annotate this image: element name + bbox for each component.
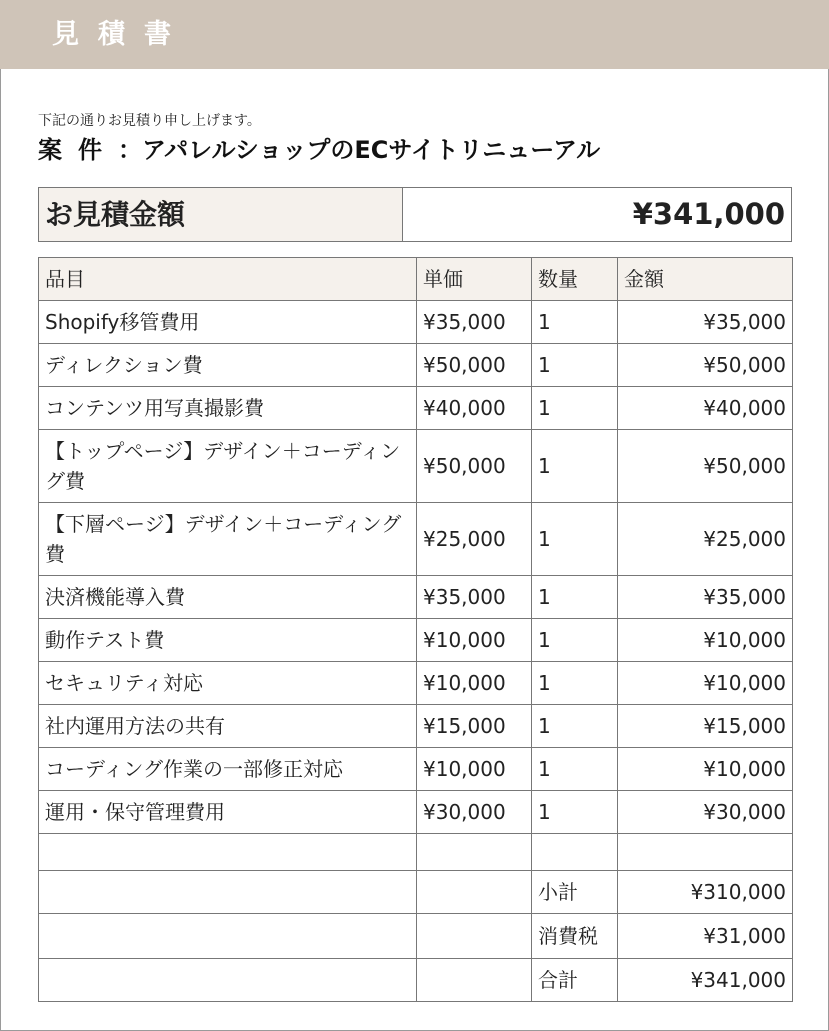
- table-row: [39, 430, 793, 503]
- project-line: [38, 134, 600, 166]
- unit-price-cell: ¥25,000: [417, 503, 532, 576]
- amount-cell: ¥15,000: [618, 705, 793, 748]
- unit-price-cell: ¥30,000: [417, 791, 532, 834]
- unit-price-cell: ¥40,000: [417, 387, 532, 430]
- item-cell: 動作テスト費: [39, 619, 417, 662]
- unit-price-cell: ¥10,000: [417, 619, 532, 662]
- amount-cell: ¥35,000: [618, 576, 793, 619]
- grand-total-value: ¥341,000: [618, 959, 793, 1002]
- empty-cell: [39, 914, 417, 959]
- tax-value: ¥31,000: [618, 914, 793, 959]
- unit-price-cell: ¥10,000: [417, 748, 532, 791]
- item-cell: コンテンツ用写真撮影費: [39, 387, 417, 430]
- amount-cell: ¥25,000: [618, 503, 793, 576]
- item-cell: セキュリティ対応: [39, 662, 417, 705]
- quantity-cell: 1: [532, 705, 618, 748]
- table-row: [39, 344, 793, 387]
- total-estimate-box: [38, 187, 792, 242]
- quantity-cell: 1: [532, 791, 618, 834]
- header-bar: [0, 0, 829, 69]
- quantity-cell: 1: [532, 748, 618, 791]
- unit-price-cell: ¥35,000: [417, 301, 532, 344]
- item-cell: 社内運用方法の共有: [39, 705, 417, 748]
- item-cell: ディレクション費: [39, 344, 417, 387]
- empty-cell: [39, 834, 417, 871]
- item-cell: 【下層ページ】デザイン＋コーディング費: [39, 503, 417, 576]
- tax-label: 消費税: [532, 914, 618, 959]
- table-header-row: [39, 258, 793, 301]
- empty-cell: [618, 834, 793, 871]
- amount-cell: ¥10,000: [618, 748, 793, 791]
- document-title: 見積書: [52, 19, 190, 50]
- table-row: [39, 791, 793, 834]
- empty-cell: [532, 834, 618, 871]
- project-label: 案件: [38, 136, 118, 164]
- summary-row-tax: [39, 914, 793, 959]
- summary-row-total: [39, 959, 793, 1002]
- quantity-cell: 1: [532, 344, 618, 387]
- empty-cell: [417, 959, 532, 1002]
- unit-price-cell: ¥35,000: [417, 576, 532, 619]
- empty-cell: [39, 959, 417, 1002]
- intro-text: 下記の通りお見積り申し上げます。: [38, 113, 261, 129]
- table-row: [39, 662, 793, 705]
- item-cell: 【トップページ】デザイン＋コーディング費: [39, 430, 417, 503]
- empty-cell: [417, 834, 532, 871]
- column-header-unit-price: 単価: [417, 258, 532, 301]
- empty-row: [39, 834, 793, 871]
- summary-row-subtotal: [39, 871, 793, 914]
- item-cell: Shopify移管費用: [39, 301, 417, 344]
- quantity-cell: 1: [532, 430, 618, 503]
- items-table: [38, 257, 793, 1002]
- project-name: アパレルショップのECサイトリニューアル: [142, 136, 601, 164]
- table-row: [39, 301, 793, 344]
- quantity-cell: 1: [532, 301, 618, 344]
- table-row: [39, 387, 793, 430]
- item-cell: 運用・保守管理費用: [39, 791, 417, 834]
- amount-cell: ¥40,000: [618, 387, 793, 430]
- amount-cell: ¥50,000: [618, 430, 793, 503]
- quantity-cell: 1: [532, 387, 618, 430]
- amount-cell: ¥50,000: [618, 344, 793, 387]
- unit-price-cell: ¥50,000: [417, 430, 532, 503]
- total-estimate-value: ¥341,000: [632, 197, 785, 231]
- table-row: [39, 619, 793, 662]
- item-cell: 決済機能導入費: [39, 576, 417, 619]
- amount-cell: ¥30,000: [618, 791, 793, 834]
- unit-price-cell: ¥50,000: [417, 344, 532, 387]
- amount-cell: ¥10,000: [618, 662, 793, 705]
- column-header-amount: 金額: [618, 258, 793, 301]
- project-separator: ：: [118, 136, 142, 164]
- empty-cell: [39, 871, 417, 914]
- column-header-quantity: 数量: [532, 258, 618, 301]
- table-row: [39, 576, 793, 619]
- unit-price-cell: ¥10,000: [417, 662, 532, 705]
- empty-cell: [417, 914, 532, 959]
- total-estimate-label: お見積金額: [39, 188, 403, 241]
- grand-total-label: 合計: [532, 959, 618, 1002]
- quantity-cell: 1: [532, 662, 618, 705]
- amount-cell: ¥35,000: [618, 301, 793, 344]
- amount-cell: ¥10,000: [618, 619, 793, 662]
- empty-cell: [417, 871, 532, 914]
- quantity-cell: 1: [532, 503, 618, 576]
- subtotal-label: 小計: [532, 871, 618, 914]
- quantity-cell: 1: [532, 576, 618, 619]
- quantity-cell: 1: [532, 619, 618, 662]
- subtotal-value: ¥310,000: [618, 871, 793, 914]
- table-row: [39, 748, 793, 791]
- table-row: [39, 503, 793, 576]
- column-header-item: 品目: [39, 258, 417, 301]
- item-cell: コーディング作業の一部修正対応: [39, 748, 417, 791]
- unit-price-cell: ¥15,000: [417, 705, 532, 748]
- table-row: [39, 705, 793, 748]
